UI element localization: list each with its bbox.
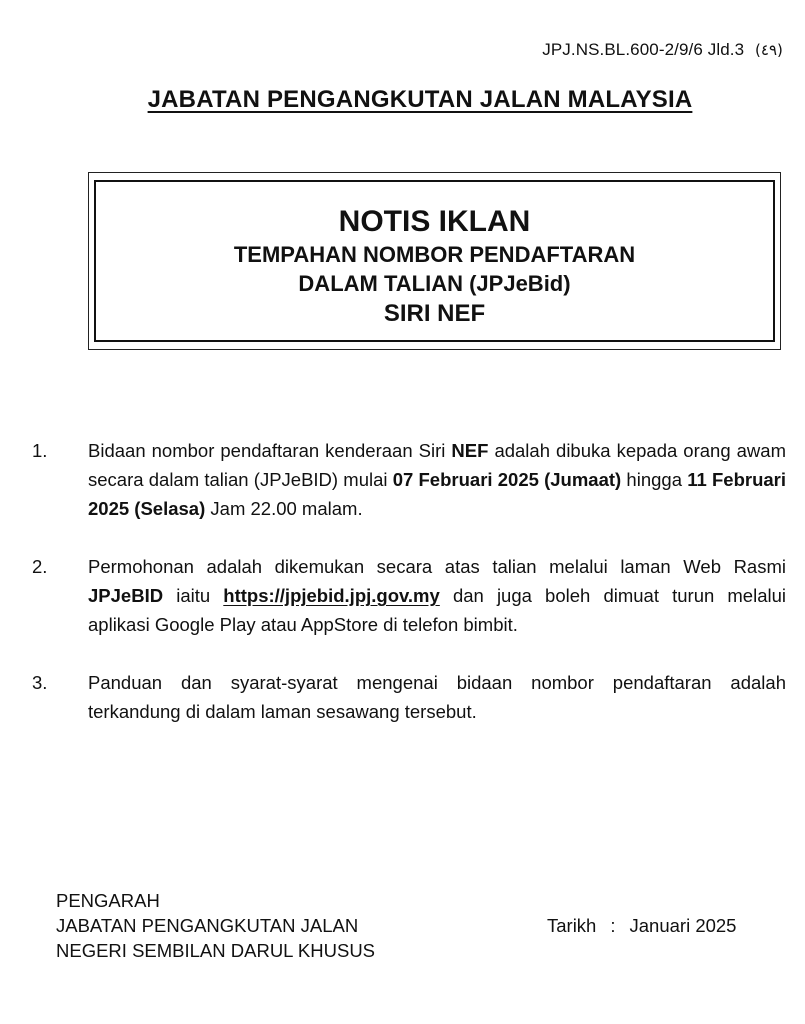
item-text: Bidaan nombor pendaftaran kenderaan Siri [88,440,452,461]
item-number: 2. [32,556,48,577]
date-value: Januari 2025 [629,915,737,936]
notice-subtitle-line2: DALAM TALIAN (JPJeBid) [298,271,571,296]
date-block [547,913,736,938]
start-date: 07 Februari 2025 (Jumaat) [392,469,622,490]
notice-box-inner [94,180,775,342]
handwritten-sequence-number: (٤٩) [754,41,783,59]
notice-items-list [32,436,786,755]
item-text: Panduan dan syarat-syarat mengenai bidaan nombor pendaftaran adalah terkandung di dalam laman sesawang tersebut. [88,672,786,722]
list-item-3 [32,668,786,726]
item-text: iaitu [163,585,224,606]
item-number: 1. [32,440,48,461]
date-separator: : [610,915,616,936]
reference-number [542,40,783,60]
service-name: JPJeBID [88,585,164,606]
reference-code: JPJ.NS.BL.600-2/9/6 Jld.3 [542,40,745,59]
notice-box [88,172,781,350]
notice-subtitle-line1: TEMPAHAN NOMBOR PENDAFTARAN [233,242,636,267]
item-text: adalah dibuka kepada orang awam secara dalam talian (JPJeBID) mulai [88,440,786,490]
item-number: 3. [32,672,48,693]
date-label: Tarikh [547,915,597,936]
series-code: NEF [451,440,489,461]
signatory-state: NEGERI SEMBILAN DARUL KHUSUS [56,940,376,961]
notice-title: NOTIS IKLAN [338,205,531,238]
signatory-title: PENGARAH [56,890,160,911]
list-item-2 [32,552,786,639]
signatory-block [56,888,375,963]
agency-title: JABATAN PENGANGKUTAN JALAN MALAYSIA [147,86,693,113]
notice-series: SIRI NEF [383,300,486,327]
item-text: dan juga boleh dimuat turun melalui aplikasi Google Play atau AppStore di telefon bimbit. [88,585,787,635]
item-text: hingga [621,469,688,490]
list-item-1 [32,436,786,523]
end-date: 11 Februari 2025 (Selasa) [88,469,786,519]
item-text: Jam 22.00 malam. [205,498,363,519]
jpjebid-website-link[interactable]: https://jpjebid.jpj.gov.my [223,585,440,606]
item-text: Permohonan adalah dikemukan secara atas talian melalui laman Web Rasmi [88,556,786,577]
signatory-department: JABATAN PENGANGKUTAN JALAN [56,915,359,936]
